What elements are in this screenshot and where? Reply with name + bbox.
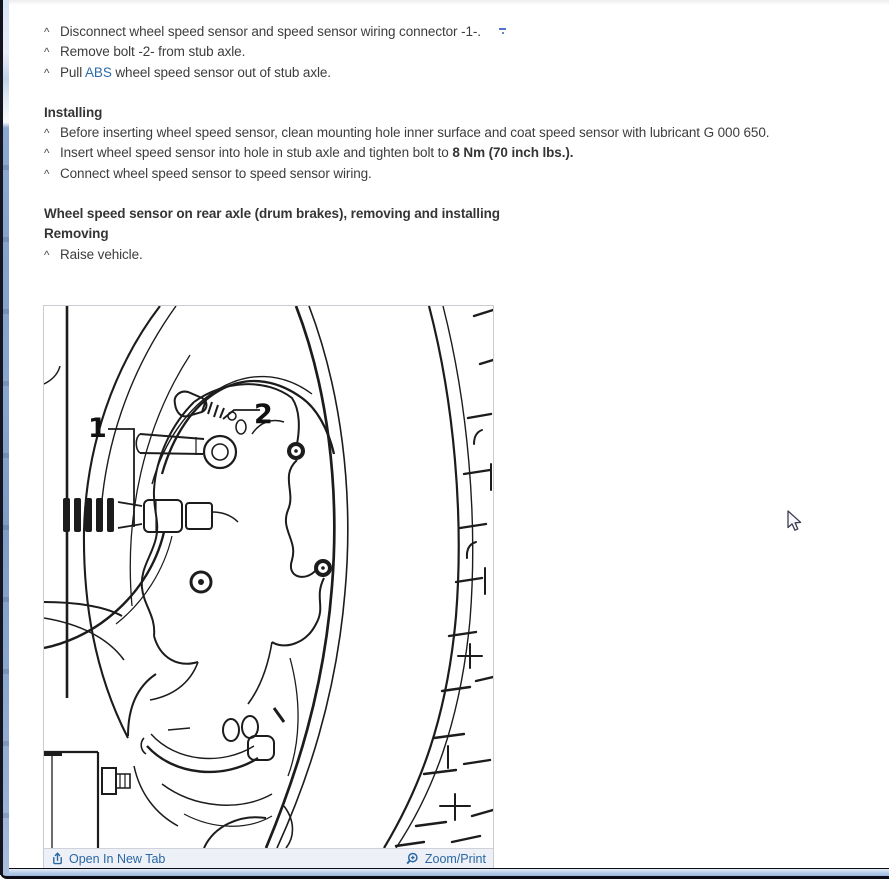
illustration-panel [43, 305, 494, 869]
figure-toolbar [44, 848, 493, 868]
installing-heading: Installing [44, 104, 103, 120]
window-border-bottom [0, 868, 889, 879]
open-in-new-tab-link[interactable] [51, 852, 165, 866]
list-item [44, 143, 889, 163]
bullet-caret: ^ [44, 148, 50, 161]
bullet-caret: ^ [44, 168, 50, 181]
instruction-text: Insert wheel speed sensor into hole in stub axle and tighten bolt to 8 Nm (70 inch lbs.). [60, 145, 574, 161]
zoom-print-label: Zoom/Print [424, 851, 486, 866]
instruction-text: Remove bolt -2- from stub axle. [60, 44, 246, 60]
list-item [44, 164, 889, 184]
zoom-print-link[interactable] [406, 852, 486, 866]
open-in-new-tab-icon [51, 852, 64, 865]
mouse-cursor [786, 510, 804, 534]
procedure-text [9, 0, 889, 265]
instruction-text: Before inserting wheel speed sensor, clean mounting hole inner surface and coat speed sensor with lubricant G 000 650. [60, 125, 770, 141]
removing-heading: Removing [44, 226, 109, 242]
bullet-caret: ^ [44, 47, 50, 60]
part-label-2: 2 [254, 399, 273, 430]
list-item [44, 63, 889, 83]
instruction-text: Connect wheel speed sensor to speed sensor wiring. [60, 165, 372, 181]
list-item [44, 123, 889, 143]
bullet-caret: ^ [44, 27, 50, 39]
part-label-1: 1 [88, 413, 107, 444]
render-artifact [499, 28, 506, 34]
list-item [44, 42, 889, 62]
rear-axle-heading: Wheel speed sensor on rear axle (drum brakes), removing and installing [44, 206, 500, 222]
torque-spec: 8 Nm (70 inch lbs.). [452, 145, 574, 161]
list-item [44, 245, 889, 265]
abs-link[interactable]: ABS [85, 64, 112, 80]
instruction-text: Raise vehicle. [60, 246, 143, 262]
zoom-print-icon [406, 852, 420, 866]
open-in-new-tab-label: Open In New Tab [69, 851, 166, 866]
list-item [44, 22, 889, 42]
brake-assembly-illustration [44, 306, 493, 848]
instruction-text: Disconnect wheel speed sensor and speed sensor wiring connector -1-. [60, 24, 481, 39]
bullet-caret: ^ [44, 67, 50, 80]
instruction-text: Pull ABS wheel speed sensor out of stub axle. [60, 64, 331, 80]
window-border-left [0, 0, 9, 875]
bullet-caret: ^ [44, 249, 50, 262]
bullet-caret: ^ [44, 128, 50, 141]
